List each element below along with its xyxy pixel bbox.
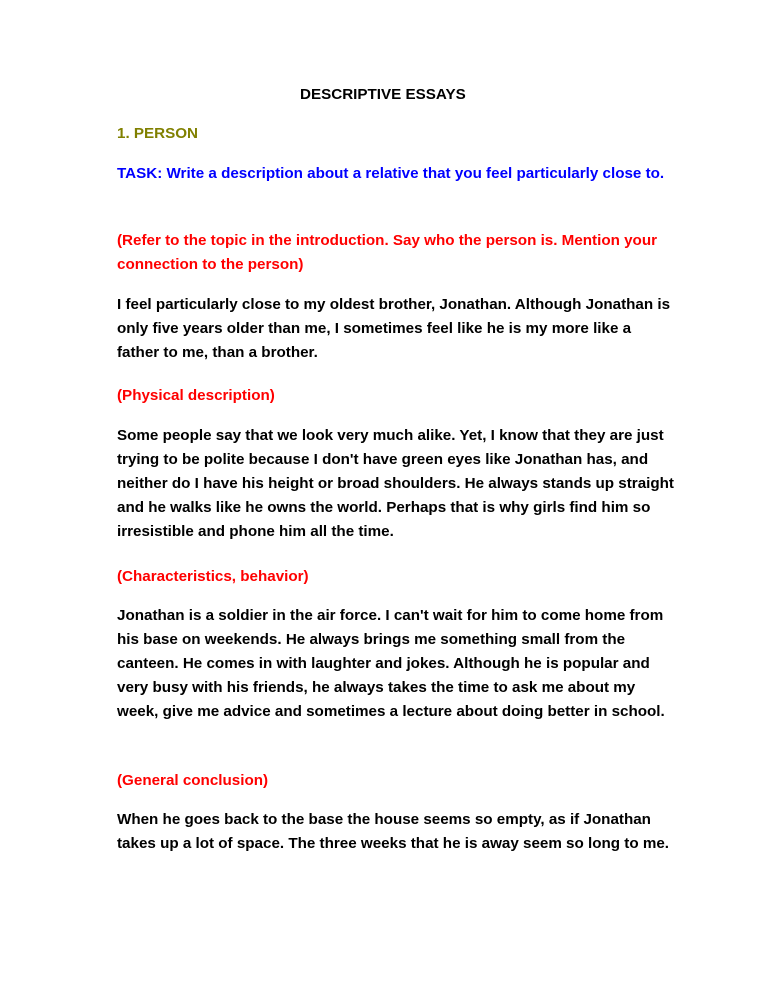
section-heading: 1. PERSON [117,125,199,142]
paragraph-conclusion: When he goes back to the base the house seems so empty, as if Jonathan takes up a lot of space. The three weeks that he is away seem so long to me. [117,811,669,852]
note-physical-description: (Physical description) [117,387,275,404]
paragraph-introduction: I feel particularly close to my oldest brother, Jonathan. Although Jonathan is only five years older than me, I sometimes feel like he is my more like a father to me, than a brother. [117,296,671,361]
note-characteristics: (Characteristics, behavior) [117,568,309,585]
paragraph-characteristics: Jonathan is a soldier in the air force. I can't wait for him to come home from his base on weekends. He always brings me something small from the canteen. He comes in with laughter and jokes. Although he is popular and very busy with his friends, he always takes the time to ask me about my week, give me advice and sometimes a lecture about doing better in school. [117,607,665,720]
paragraph-physical-description: Some people say that we look very much alike. Yet, I know that they are just trying to be polite because I don't have green eyes like Jonathan has, and neither do I have his height or broad shoulders. He always stands up straight and he walks like he owns the world. Perhaps that is why girls find him so irresistible and phone him all the time. [117,427,674,540]
note-conclusion: (General conclusion) [117,772,269,789]
page-title: DESCRIPTIVE ESSAYS [300,86,466,103]
task-prompt: TASK: Write a description about a relative that you feel particularly close to. [117,165,665,182]
note-introduction: (Refer to the topic in the introduction. Say who the person is. Mention your connection to the person) [117,232,658,273]
